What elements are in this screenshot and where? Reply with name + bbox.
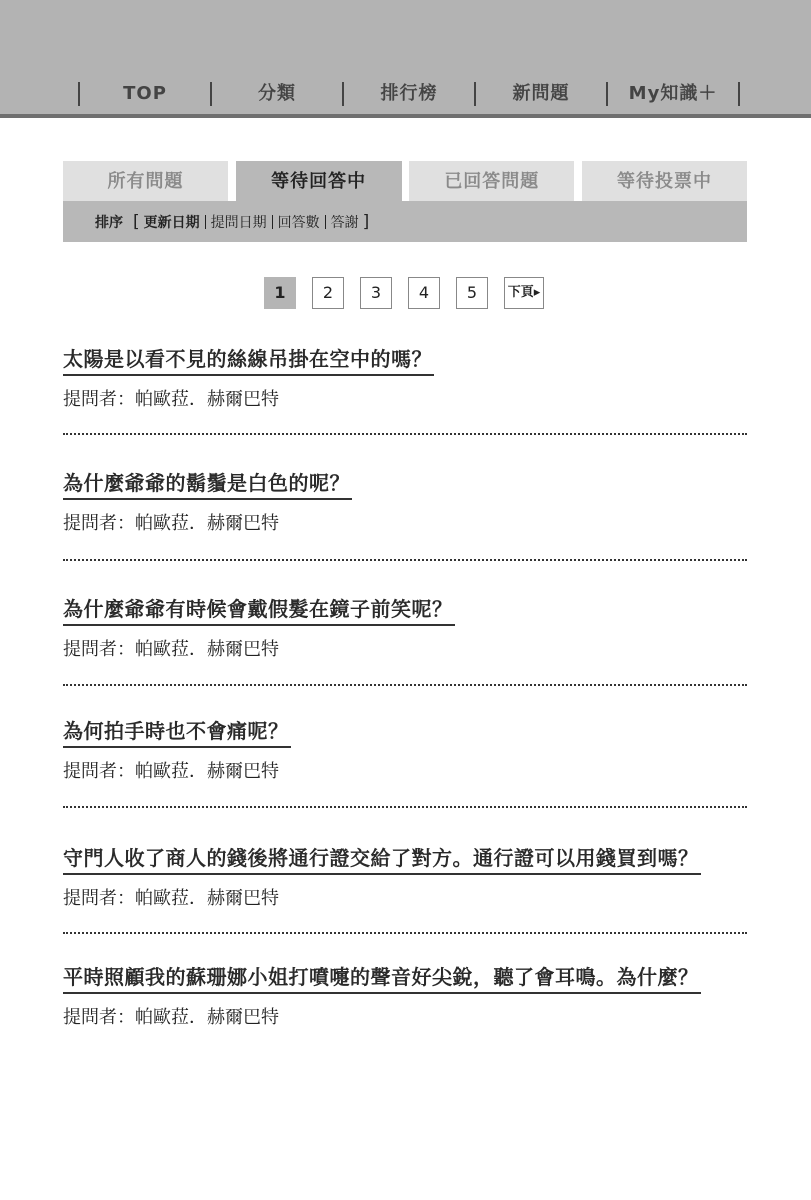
next-page-button[interactable]: 下頁▸ — [504, 277, 544, 309]
sort-close-bracket: ] — [362, 211, 370, 232]
question-asker: 提問者：帕歐菈．赫爾巴特 — [63, 761, 279, 782]
sort-option-asked-date[interactable]: 提問日期 — [210, 214, 267, 231]
list-item — [63, 961, 747, 1029]
tab-awaiting-answers[interactable]: 等待回答中 — [236, 161, 402, 201]
sort-divider — [205, 215, 206, 229]
question-asker: 提問者：帕歐菈．赫爾巴特 — [63, 513, 279, 534]
sort-option-thanks[interactable]: 答謝 — [330, 214, 359, 231]
dotted-divider — [63, 433, 747, 435]
dotted-divider — [63, 559, 747, 561]
sort-label: 排序 — [95, 214, 123, 231]
list-item — [63, 593, 747, 661]
list-item — [63, 343, 747, 411]
page-button-3[interactable]: 3 — [360, 277, 392, 309]
page-button-1[interactable]: 1 — [264, 277, 296, 309]
nav-item-ranking[interactable]: 排行榜 — [380, 83, 438, 104]
list-item — [63, 467, 747, 535]
sort-open-bracket: [ — [133, 211, 140, 232]
nav-item-top[interactable]: TOP — [123, 83, 167, 104]
question-asker: 提問者：帕歐菈．赫爾巴特 — [63, 1007, 279, 1028]
question-title-link[interactable]: 為什麼爺爺的鬍鬚是白色的呢？ — [63, 467, 352, 500]
page-button-4[interactable]: 4 — [408, 277, 440, 309]
question-asker: 提問者：帕歐菈．赫爾巴特 — [63, 639, 279, 660]
question-title-link[interactable]: 為什麼爺爺有時候會戴假髮在鏡子前笑呢？ — [63, 593, 455, 626]
nav-divider — [738, 82, 740, 106]
question-tabs — [63, 161, 747, 201]
tab-awaiting-votes[interactable]: 等待投票中 — [582, 161, 747, 201]
pagination — [264, 277, 544, 309]
dotted-divider — [63, 684, 747, 686]
page-button-2[interactable]: 2 — [312, 277, 344, 309]
list-item — [63, 715, 747, 783]
nav-item-categories[interactable]: 分類 — [258, 83, 296, 104]
sort-divider — [272, 215, 273, 229]
list-item — [63, 842, 747, 910]
question-title-link[interactable]: 守門人收了商人的錢後將通行證交給了對方。通行證可以用錢買到嗎？ — [63, 842, 701, 875]
question-title-link[interactable]: 為何拍手時也不會痛呢？ — [63, 715, 291, 748]
tab-all-questions[interactable]: 所有問題 — [63, 161, 228, 201]
question-asker: 提問者：帕歐菈．赫爾巴特 — [63, 888, 279, 909]
nav-item-my-knowledge[interactable]: My知識＋ — [628, 83, 718, 104]
top-header — [0, 0, 811, 118]
dotted-divider — [63, 932, 747, 934]
sort-bar — [63, 201, 747, 242]
sort-option-updated-date[interactable]: 更新日期 — [143, 214, 200, 231]
nav-item-new-questions[interactable]: 新問題 — [512, 83, 570, 104]
question-title-link[interactable]: 平時照顧我的蘇珊娜小姐打噴嚏的聲音好尖銳，聽了會耳鳴。為什麼？ — [63, 961, 701, 994]
main-nav — [78, 82, 740, 106]
sort-option-answer-count[interactable]: 回答數 — [277, 214, 320, 231]
sort-divider — [325, 215, 326, 229]
tab-answered-questions[interactable]: 已回答問題 — [409, 161, 574, 201]
question-asker: 提問者：帕歐菈．赫爾巴特 — [63, 389, 279, 410]
question-title-link[interactable]: 太陽是以看不見的絲線吊掛在空中的嗎？ — [63, 343, 434, 376]
page-button-5[interactable]: 5 — [456, 277, 488, 309]
dotted-divider — [63, 806, 747, 808]
